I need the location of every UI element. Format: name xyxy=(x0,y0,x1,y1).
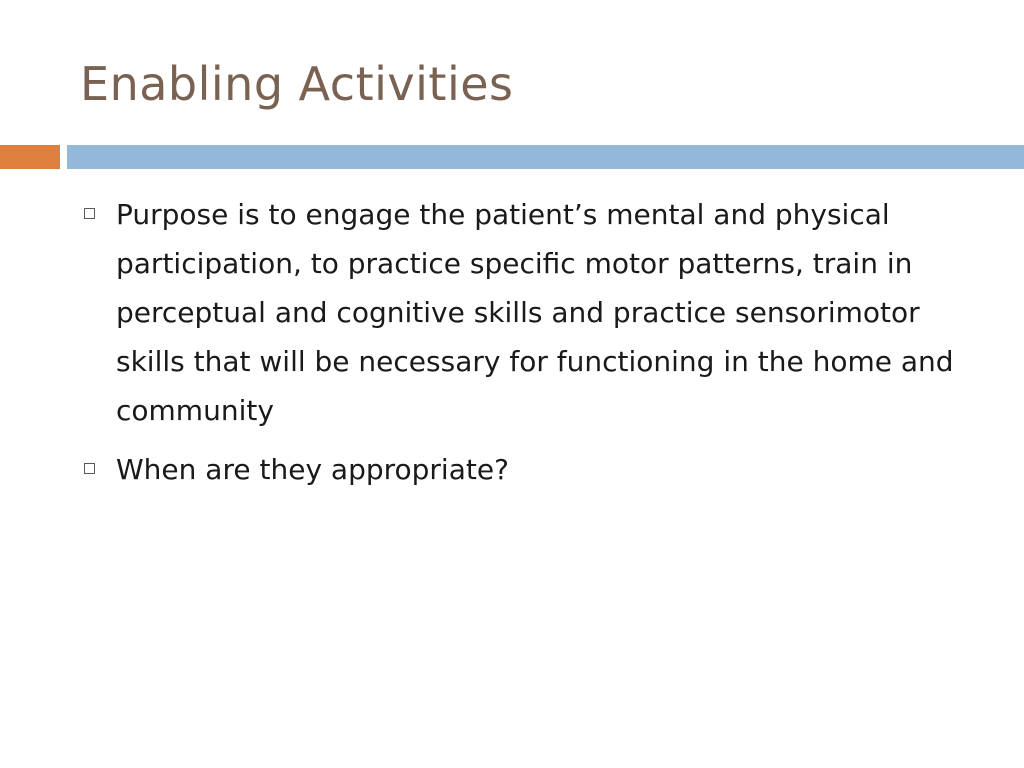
hollow-square-bullet-icon xyxy=(84,463,95,474)
bullet-item-purpose xyxy=(80,190,985,435)
bullet-item-question xyxy=(80,445,985,494)
bullet-list xyxy=(80,190,985,504)
bullet-text: Purpose is to engage the patient’s mental and physical participation, to practice specific motor patterns, train in perceptual and cognitive skills and practice sensorimotor skills that will be necessary for functioning in the home and community xyxy=(116,198,954,427)
accent-bar-orange xyxy=(0,145,60,169)
slide-title: Enabling Activities xyxy=(80,57,514,111)
bullet-text: When are they appropriate? xyxy=(116,453,509,486)
accent-bar-blue xyxy=(67,145,1024,169)
hollow-square-bullet-icon xyxy=(84,208,95,219)
